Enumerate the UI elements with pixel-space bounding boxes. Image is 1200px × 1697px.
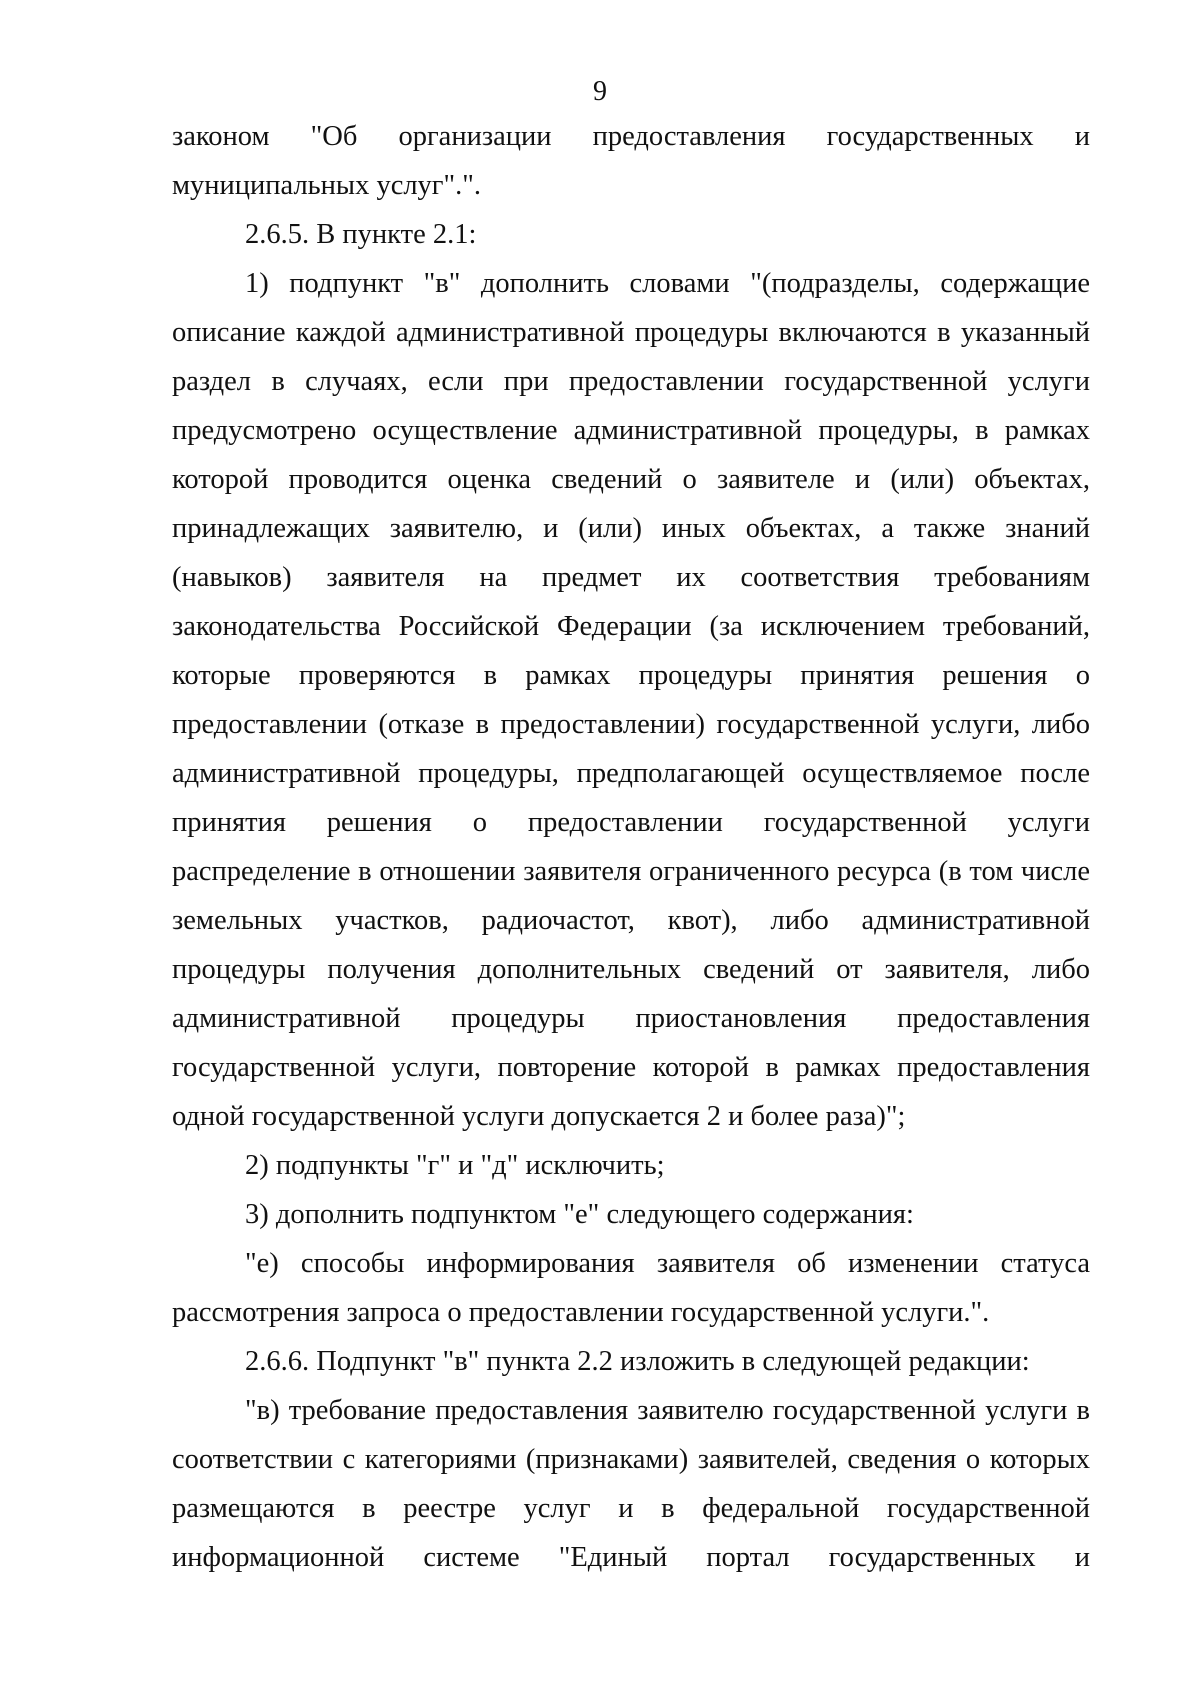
- page-number: 9: [593, 76, 607, 107]
- paragraph-subitem-2: 2) подпункты "г" и "д" исключить;: [245, 1150, 665, 1181]
- paragraph-section-2-6-6: 2.6.6. Подпункт "в" пункта 2.2 изложить в следующей редакции:: [245, 1346, 1030, 1377]
- document-body: [172, 112, 1090, 1582]
- paragraph-section-2-6-5: 2.6.5. В пункте 2.1:: [245, 219, 477, 250]
- paragraph-subitem-3: 3) дополнить подпунктом "е" следующего содержания:: [245, 1199, 914, 1230]
- paragraph-subitem-1: 1) подпункт "в" дополнить словами "(подразделы, содержащие описание каждой административной процедуры включаются в указанный раздел в случаях, если при предоставлении государственной услуги предусмотрено осуществление административной процедуры, в рамках которой проводится оценка сведений о заявителе и (или) объектах, принадлежащих заявителю, и (или) иных объектах, а также знаний (навыков) заявителя на предмет их соответствия требованиям законодательства Российской Федерации (за исключением требований, которые проверяются в рамках процедуры принятия решения о предоставлении (отказе в предоставлении) государственной услуги, либо административной процедуры, предполагающей осуществляемое после принятия решения о предоставлении государственной услуги распределение в отношении заявителя ограниченного ресурса (в том числе земельных участков, радиочастот, квот), либо административной процедуры получения дополнительных сведений от заявителя, либо административной процедуры приостановления предоставления государственной услуги, повторение которой в рамках предоставления одной государственной услуги допускается 2 и более раза)";: [172, 268, 1090, 1132]
- paragraph-continuation: законом "Об организации предоставления государственных и муниципальных услуг".".: [172, 121, 1090, 201]
- paragraph-subitem-e: "е) способы информирования заявителя об изменении статуса рассмотрения запроса о предоставлении государственной услуги.".: [172, 1248, 1090, 1328]
- paragraph-subitem-v: "в) требование предоставления заявителю государственной услуги в соответствии с категориями (признаками) заявителей, сведения о которых размещаются в реестре услуг и в федеральной государственной информационной системе "Единый портал государственных и: [172, 1395, 1090, 1573]
